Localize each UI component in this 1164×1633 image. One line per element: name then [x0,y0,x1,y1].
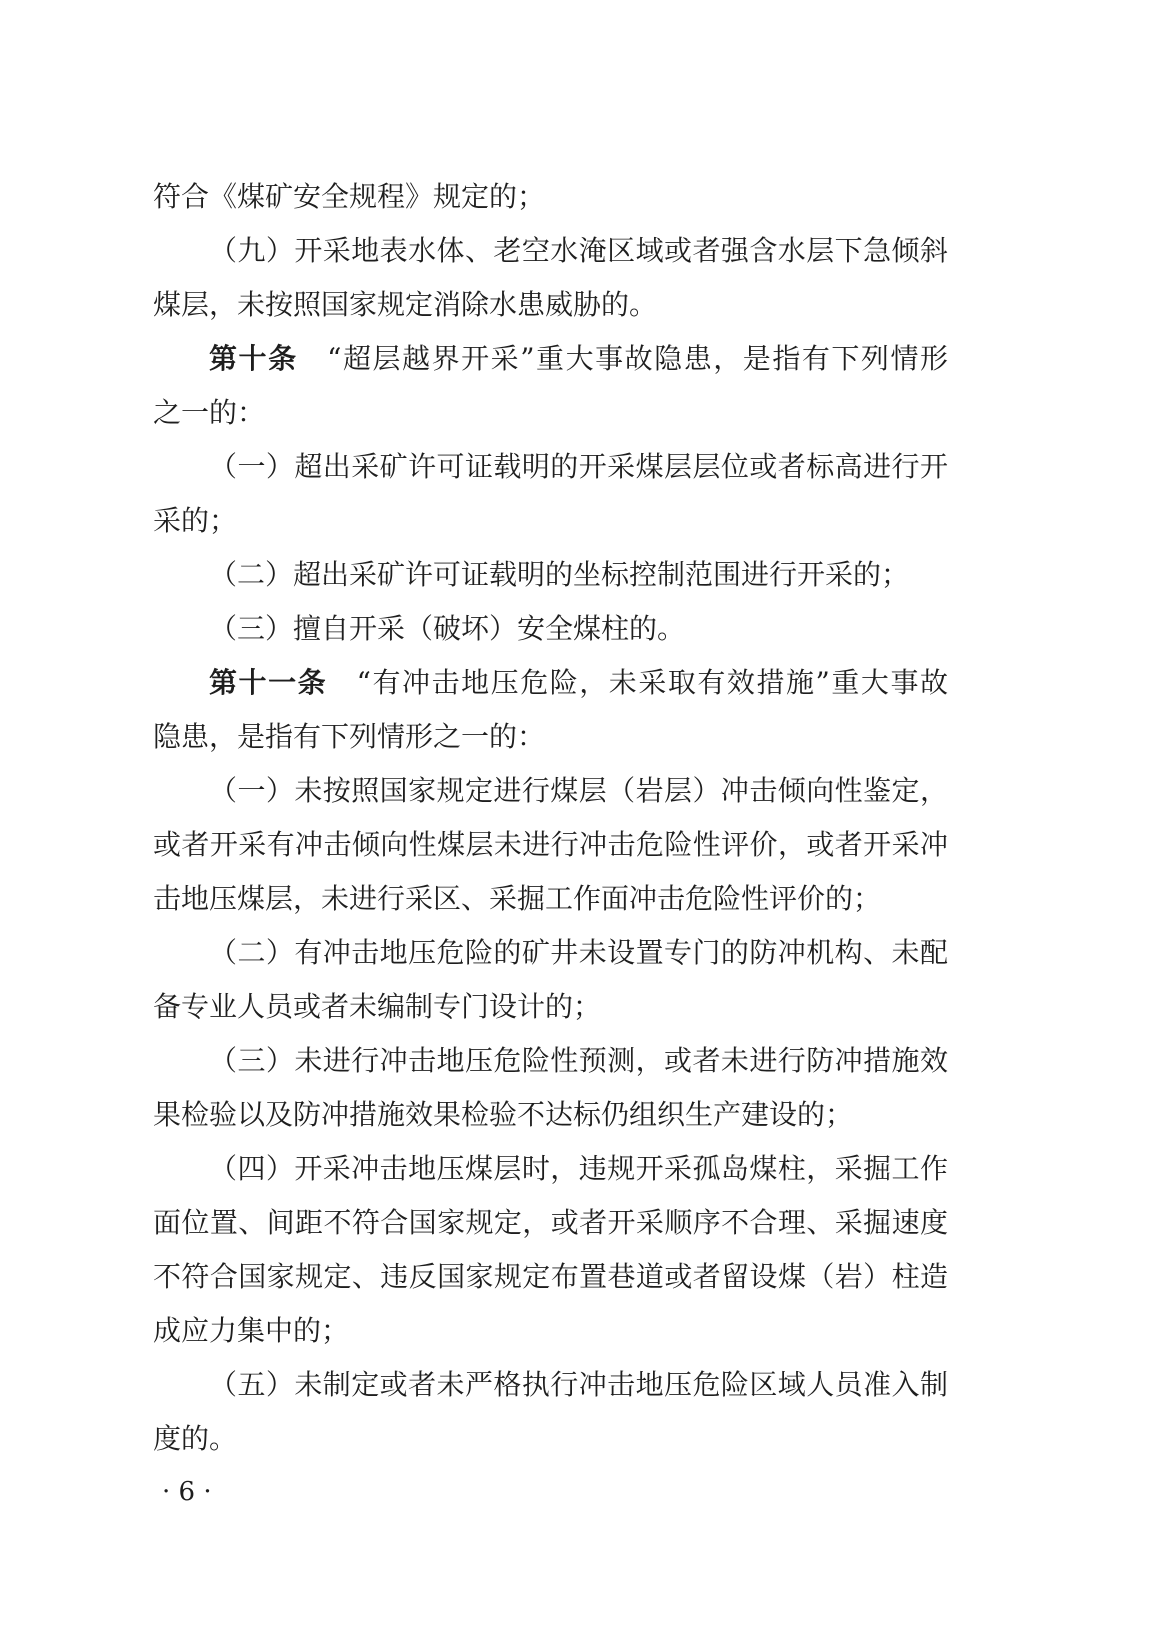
text-line: 果检验以及防冲措施效果检验不达标仍组织生产建设的； [153,1098,854,1131]
text-line: 之一的： [153,396,266,429]
text-line: 备专业人员或者未编制专门设计的； [153,990,602,1023]
article-number: 第十一条 [209,666,328,699]
text-line: 击地压煤层，未进行采区、采掘工作面冲击危险性评价的； [153,882,882,915]
text-line: 符合《煤矿安全规程》规定的； [153,180,546,213]
page-number: · 6 · [162,1477,212,1507]
text-line: 不符合国家规定、违反国家规定布置巷道或者留设煤（岩）柱造 [153,1260,948,1293]
text-line: 成应力集中的； [153,1314,350,1347]
text-line: 或者开采有冲击倾向性煤层未进行冲击危险性评价，或者开采冲 [153,828,948,861]
text-line: 面位置、间距不符合国家规定，或者开采顺序不合理、采掘速度 [153,1206,948,1239]
clause-item-2: （二）超出采矿许可证载明的坐标控制范围进行开采的； [209,558,910,591]
clause-item-4: （四）开采冲击地压煤层时，违规开采孤岛煤柱，采掘工作 [209,1152,948,1185]
text-line: 度的。 [153,1422,238,1455]
article-text: “有冲击地压危险，未采取有效措施”重大事故 [327,666,948,699]
text-line: 煤层，未按照国家规定消除水患威胁的。 [153,288,658,321]
clause-item-3: （三）未进行冲击地压危险性预测，或者未进行防冲措施效 [209,1044,948,1077]
text-line: 隐患，是指有下列情形之一的： [153,720,546,753]
article-text: “超层越界开采”重大事故隐患，是指有下列情形 [297,342,948,375]
clause-item-2: （二）有冲击地压危险的矿井未设置专门的防冲机构、未配 [209,936,948,969]
clause-item-5: （五）未制定或者未严格执行冲击地压危险区域人员准入制 [209,1368,948,1401]
document-body [153,170,948,1466]
article-11-heading [153,656,948,710]
clause-item-3: （三）擅自开采（破坏）安全煤柱的。 [209,612,686,645]
clause-item-1: （一）超出采矿许可证载明的开采煤层层位或者标高进行开 [209,450,948,483]
clause-item-1: （一）未按照国家规定进行煤层（岩层）冲击倾向性鉴定， [209,774,948,807]
text-line: 采的； [153,504,238,537]
article-number: 第十条 [209,342,298,375]
article-10-heading [153,332,948,386]
clause-item-9: （九）开采地表水体、老空水淹区域或者强含水层下急倾斜 [209,234,948,267]
